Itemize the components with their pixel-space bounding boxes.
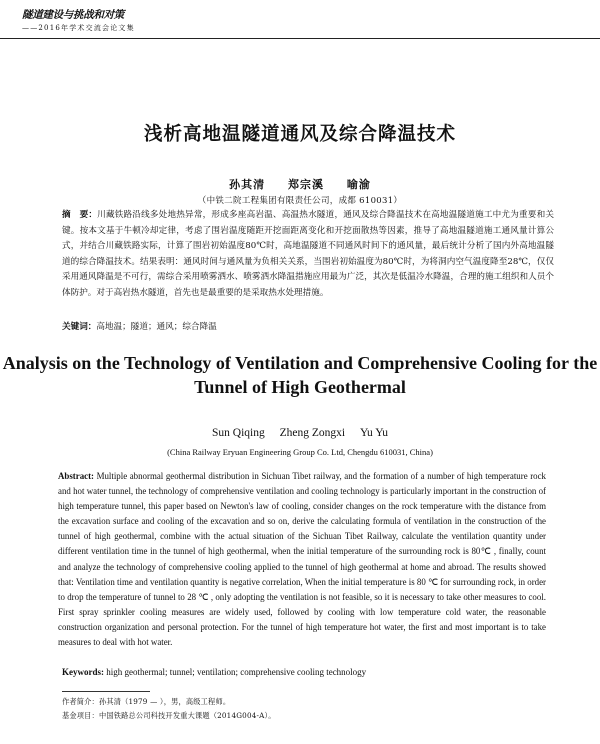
series-title: 隧道建设与挑战和对策 [22,9,124,21]
footnote-funding: 基金项目：中国铁路总公司科技开发重大课题（2014G004-A）。 [62,711,276,720]
chinese-keywords [62,320,554,332]
footnote-rule [62,691,150,692]
english-abstract [58,469,546,650]
chinese-authors [0,176,600,192]
keywords-label: 关键词： [62,322,97,332]
author-name: Zheng Zongxi [279,427,346,439]
author-name: 喻渝 [346,178,371,191]
chinese-title: 浅析高地温隧道通风及综合降温技术 [143,124,456,145]
english-keywords [62,667,550,677]
abstract-label: 摘 要： [62,210,98,220]
author-name: 孙其清 [229,178,266,191]
english-affiliation: (China Railway Eryuan Engineering Group Co. Ltd, Chengdu 610031, China) [167,447,433,457]
keywords-text: 高地温；隧道；通风；综合降温 [96,322,217,332]
abstract-label: Abstract: [58,471,94,481]
author-name: Yu Yu [359,427,388,439]
running-header [22,9,322,33]
abstract-text: Multiple abnormal geothermal distribution in Sichuan Tibet railway, and the formation of a number of high temperature rock and hot water tunnel, the technology of comprehensive ventilation and cooling technology is particularly important in the construction of high temperature tunnel, this paper based on Newton's law of cooling, consider changes on the rock temperature with the distance from the excavation surface and cooling of the excavation and so on, derive the calculating formula of ventilation in the construction of the tunnel of high geothermal, combine with the actual situation of the Sichuan Tibet Railway, calculate the ventilation quantity under different ventilation time in the tunnel of high geothermal, when the initial temperature of the surrounding rock is 80℃ , finally, count and analyze the technology of comprehensive cooling applied to the tunnel of high geothermal at home and abroad. The results showed that: Ventilation time and ventilation quantity is negative correlation, When the initial temperature is 80 ℃ for surrounding rock, in order to drop the temperature of tunnel to 28 ℃ , only adopting the ventilation is not feasible, so it is necessary to take other measures to cool. First spray sprinkler cooling measures are widely used, followed by cooling with low temperature cold water, the reasonable construction organization and personal protection. For the tunnel of high temperature hot water, the first and most important is to take measures to deal with hot water. [58,471,546,648]
abstract-text: 川藏铁路沿线多处地热异常，形成多座高岩温、高温热水隧道，通风及综合降温技术在高地温隧道施工中尤为重要和关键。按本文基于牛顿冷却定律，考虑了围岩温度随距开挖面距离变化和开挖面散热等因素，推导了高地温隧道施工通风量计算公式，并结合川藏铁路实际，计算了围岩初始温度80℃时，高地温隧道不同通风时间下的通风量，最后统计分析了国内外高地温隧道的综合降温技术。结果表明：通风时间与通风量为负相关关系，当围岩初始温度为80℃时，为将洞内空气温度降至28℃，仅仅采用通风降温是不可行，需综合采用喷雾洒水、喷雾洒水降温措施应用最为广泛，其次是低温冷水降温，合理的施工组织和人员个体防护。对于高岩热水隧道，首先也是最重要的是采取热水处理措施。 [62,210,554,298]
keywords-text: high geothermal; tunnel; ventilation; comprehensive cooling technology [106,667,367,677]
chinese-affiliation: （中铁二院工程集团有限责任公司，成都 610031） [197,196,403,206]
header-rule [0,38,600,39]
chinese-abstract [62,208,554,302]
series-subtitle: ——2016年学术交流会论文集 [22,24,135,32]
keywords-label: Keywords: [62,667,104,677]
footnote-author-bio: 作者简介：孙其清（1979 — ），男，高级工程师。 [62,697,231,706]
english-authors [0,427,600,439]
author-name: Sun Qiqing [212,427,265,439]
english-title: Analysis on the Technology of Ventilation and Comprehensive Cooling for the Tunnel of High Geothermal [2,353,598,397]
author-name: 郑宗溪 [288,178,324,191]
